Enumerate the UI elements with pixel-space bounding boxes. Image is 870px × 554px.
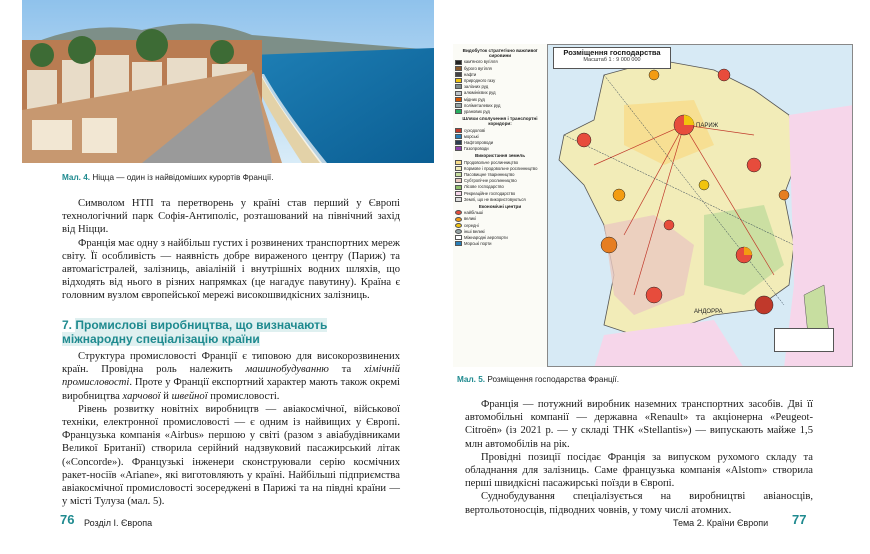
caption-text: Ніцца — один із найвідоміших курортів Франції. xyxy=(92,173,274,182)
paragraph: Франція має одну з найбільш густих і розвинених транспортних мереж світу. Її особливість — наявність добре вираженого центру (Париж) та автомагістралей, залізниць, авіаліній і внутрішніх водних шляхів, що відходять від нього в різних напрямках (це нагадує павутину). Країна є головним вузлом європейської мережі високошвидкісних залізниць. xyxy=(62,237,401,302)
right-page xyxy=(435,0,870,554)
section-title: Промислові виробництва, що визначають міжнародну спеціалізацію країни xyxy=(62,318,328,346)
footer-text: Тема 2. Країни Європи xyxy=(673,518,769,528)
map-scale: Масштаб 1 : 9 000 000 xyxy=(583,57,641,63)
map-title: Розміщення господарства xyxy=(563,48,661,57)
paragraph: Рівень розвитку новітніх виробництв — авіакосмічної, військової техніки, електронної промисловості — є одним із найвищих у Європі. Французька компанія «Airbus» першою у світі (разом з авіабудівниками Великої Британії) створила серійний надзвуковий пасажирський літак («Concorde»). Французькі інженери сконструювали серію космічних ракет-носіїв «Ariane», які виготовляють у країні. Найбільші підприємства авіакосмічної промисловості зосереджені в Парижі та на півдні країни — у місті Тулуза (мал. 5). xyxy=(62,403,400,508)
section-number: 7. xyxy=(62,318,73,332)
caption-label: Мал. 5. xyxy=(457,375,486,384)
legend-heading: Видобуток стратегічно важливої сировини xyxy=(462,48,538,59)
caption-label: Мал. 4. xyxy=(62,173,91,182)
photo-caption xyxy=(62,173,273,182)
caption-text: Розміщення господарства Франції. xyxy=(487,375,620,384)
svg-text:ПАРИЖ: ПАРИЖ xyxy=(696,123,719,129)
paragraph: Провідні позиції посідає Франція за випуском рухомого складу та обладнання для залізниць. Саме французька компанія «Alstom» створила перші швидкісні пасажирські поїзди в Європі. xyxy=(465,451,813,490)
body-text-1 xyxy=(62,197,400,303)
paragraph: Символом НТП та перетворень у країні став перший у Європі технологічний парк Софія-Антиполіс, розташований на північний захід від Ніцци. xyxy=(62,198,400,236)
page-number: 77 xyxy=(792,512,807,527)
map-title-box xyxy=(553,47,671,69)
footer-text: Розділ І. Європа xyxy=(84,518,153,528)
body-text-2 xyxy=(62,350,400,508)
nice-photo xyxy=(22,0,434,163)
body-text-3 xyxy=(465,398,813,517)
svg-text:АНДОРРА: АНДОРРА xyxy=(694,309,723,315)
map-legend: Видобуток стратегічно важливої сировини кам'яного вугілля бурого вугілля нафти природного газу залізних руд алюмінієвих руд мідних руд поліметалевих руд уранових руд Шляхи сполучення і транспортні коридори: суходолові морські Нафтопроводи Газопроводи Використання земель Продовольче рослинництво Кормове і продовольче рослинництво Пасовищне тваринництво Субтропічне рослинництво Лісове господарство Рекреаційне господарство Землі, що не використовуються Економічні центри найбільші великі середні інші великі Міжнародні аеропорти Морські порти xyxy=(453,44,548,367)
paragraph: Структура промисловості Франції є типовою для високорозвинених країн. Провідна роль належить машинобудуванню та хімічній промисловості. Проте у Франції експортний характер мають також окремі виробництва харчової й швейної промисловості. xyxy=(62,351,400,402)
page-number: 76 xyxy=(60,512,75,527)
paragraph: Франція — потужний виробник наземних транспортних засобів. Дві її автомобільні компанії — державна «Renault» та акціонерна «Peugeot-Citroën» (із 2021 р. — у складі ТНК «Stellantis») — випускають майже 1,5 млн автомобілів на рік. xyxy=(465,399,813,450)
paragraph: Суднобудування спеціалізується на виробництві авіаносців, вертольотоносців, підводних човнів, у тому числі атомних. xyxy=(465,491,813,516)
section-heading xyxy=(62,318,382,346)
map-caption xyxy=(457,375,619,384)
